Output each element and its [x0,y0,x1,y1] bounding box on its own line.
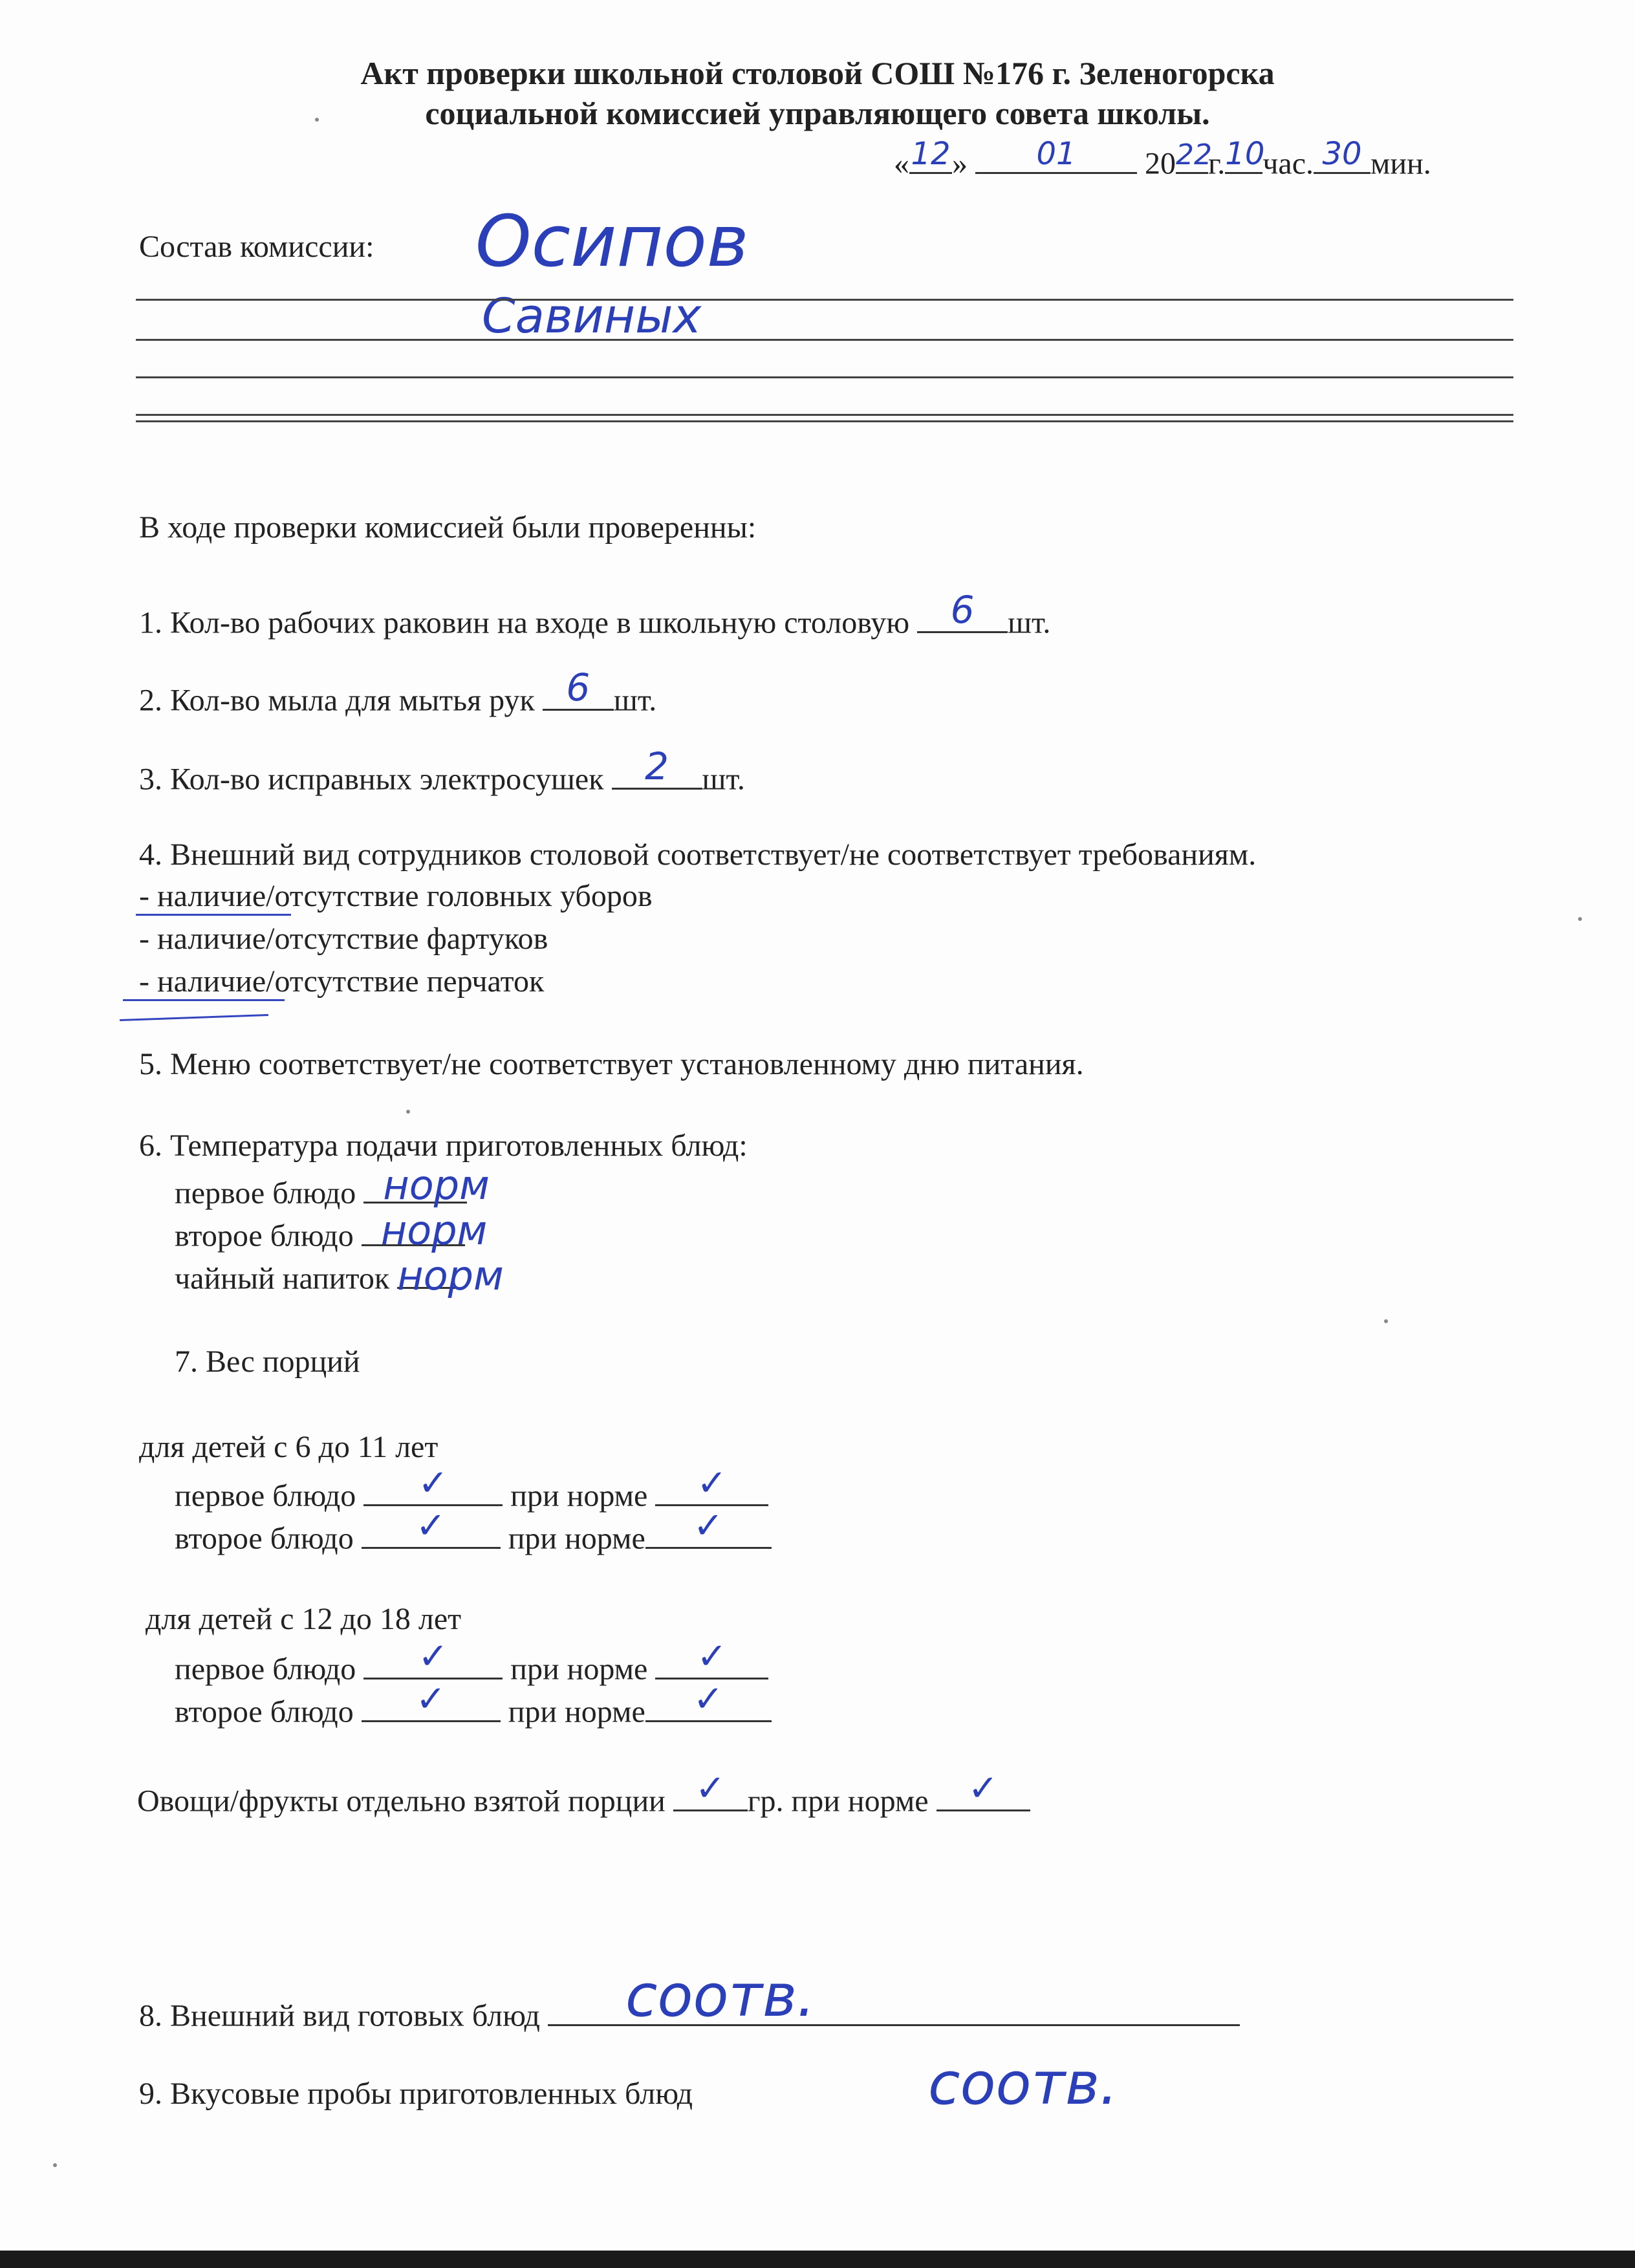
document-title-line2: социальной комиссией управляющего совета школы. [425,95,1210,131]
item6-first-label: первое блюдо [175,1176,356,1211]
item7-group2-second-norm-value: ✓ [693,1678,724,1720]
item7-group2-label: для детей с 12 до 18 лет [146,1602,462,1636]
item6-first-row [175,1161,490,1211]
item3-label: 3. Кол-во исправных электросушек [139,762,604,797]
item9-label: 9. Вкусовые пробы приготовленных блюд [139,2077,693,2111]
item6-tea-field [397,1251,504,1299]
item6-first-value: норм [383,1161,490,1209]
date-day-value: 12 [911,135,951,172]
scan-speck [1578,917,1582,921]
item8-label: 8. Внешний вид готовых блюд [139,1998,540,2033]
scan-speck [406,1110,410,1114]
veg-row [137,1767,1030,1819]
item7-group1-second-row [175,1504,772,1556]
item7-group1-second-norm-field [645,1504,772,1549]
scan-speck [53,2163,57,2167]
item7-group2-second-value: ✓ [415,1678,446,1720]
item7-group2-first-row [175,1635,768,1687]
item4-underline-gloves [123,999,285,1001]
item7-group1-second-label: второе блюдо [175,1521,354,1556]
item7-group1-second-field [362,1504,501,1549]
item2-field [543,665,614,711]
date-minute-field [1314,135,1370,174]
veg-value: ✓ [695,1767,726,1809]
item6-tea-value: норм [397,1251,504,1299]
item6-label: 6. Температура подачи приготовленных блюд: [139,1129,748,1163]
item7-group1-first-label: первое блюдо [175,1478,356,1513]
item7-group2-second-row [175,1678,772,1729]
commission-member-1: Осипов [475,200,749,283]
commission-member-2: Савиных [482,288,702,344]
item6-first-field [363,1161,490,1209]
veg-norm-value: ✓ [968,1767,999,1809]
item4-line-aprons: - наличие/отсутствие фартуков [139,922,548,956]
commission-label: Состав комиссии: [139,230,374,264]
commission-line-3 [136,376,1513,378]
item1-value: 6 [950,587,975,632]
item7-group1-first-field [363,1462,503,1506]
item7-group2-second-label: второе блюдо [175,1694,354,1729]
item7-group2-first-label: первое блюдо [175,1652,356,1687]
item6-second-value: норм [380,1206,488,1254]
item5-label: 5. Меню соответствует/не соответствует установленному дню питания. [139,1047,1084,1081]
item2-row [139,665,657,718]
item7-label: 7. Вес порций [175,1345,360,1379]
date-hour-value: 10 [1225,135,1265,172]
item4-label: 4. Внешний вид сотрудников столовой соответствует/не соответствует требованиям. [139,837,1257,872]
date-close-quote: » [952,146,968,181]
item8-row [139,1961,1240,2033]
item3-field [612,744,702,790]
item7-group1-first-norm-field [655,1462,768,1506]
item6-second-field [362,1206,488,1254]
item3-value: 2 [645,744,669,788]
date-hour-label: час. [1262,146,1314,181]
commission-line-2 [136,339,1513,341]
item3-row [139,744,745,797]
item6-tea-row [175,1251,504,1299]
intro-text: В ходе проверки комиссией были проверенны: [139,510,757,545]
date-day-field [909,135,952,174]
item9-value: соотв. [928,2050,1118,2118]
item1-row [139,587,1051,640]
commission-line-5 [136,420,1513,422]
date-year-label: г. [1208,146,1226,181]
scan-bottom-edge [0,2251,1635,2268]
document-title-line1: Акт проверки школьной столовой СОШ №176 г. Зеленогорска [360,55,1275,91]
veg-label: Овощи/фрукты отдельно взятой порции [137,1784,666,1819]
date-year-prefix: 20 [1145,146,1176,181]
item6-tea-label: чайный напиток [175,1261,390,1296]
item4-line-gloves: - наличие/отсутствие перчаток [139,964,545,999]
item7-group1-second-value: ✓ [415,1504,446,1547]
item8-value: соотв. [625,1961,816,2030]
item4-underline-headwear [136,914,291,916]
item2-label: 2. Кол-во мыла для мытья рук [139,683,535,718]
item1-field [917,587,1008,633]
veg-unit: гр. при норме [747,1784,929,1819]
date-year-value: 22 [1176,138,1212,171]
item1-unit: шт. [1008,605,1051,640]
scan-speck [1384,1319,1388,1323]
item6-second-label: второе блюдо [175,1218,354,1253]
date-hour-field [1225,135,1265,174]
item2-unit: шт. [613,683,657,718]
item7-group2-second-norm-field [645,1678,772,1722]
item7-group2-first-norm-value: ✓ [697,1635,728,1678]
item7-group2-second-norm-label: при норме [508,1694,645,1729]
item4-underline-gloves-2 [120,1014,268,1021]
item7-group1-first-norm-value: ✓ [697,1462,728,1504]
item7-group2-first-norm-label: при норме [510,1652,648,1687]
item8-field [548,1961,1240,2030]
item7-group2-first-value: ✓ [418,1635,449,1678]
item3-unit: шт. [702,762,745,797]
item7-group1-label: для детей с 6 до 11 лет [139,1430,439,1464]
item7-group2-first-norm-field [655,1635,768,1679]
item7-group1-second-norm-label: при норме [508,1521,645,1556]
date-open-quote: « [894,146,909,181]
commission-line-4 [136,414,1513,416]
item7-group1-first-norm-label: при норме [510,1478,648,1513]
item7-group2-first-field [363,1635,503,1679]
item7-group1-first-row [175,1462,768,1513]
item7-group1-first-value: ✓ [418,1462,449,1504]
item7-group2-second-field [362,1678,501,1722]
date-month-value: 01 [1036,135,1076,172]
veg-field [673,1767,748,1811]
veg-norm-field [937,1767,1030,1811]
scan-speck [315,118,319,122]
commission-line-1 [136,299,1513,301]
date-line [894,135,1431,181]
date-minute-label: мин. [1370,146,1431,181]
item2-value: 6 [566,665,590,709]
item6-second-row [175,1206,488,1254]
item1-label: 1. Кол-во рабочих раковин на входе в школьную столовую [139,605,910,640]
date-minute-value: 30 [1322,135,1362,172]
date-year-field [1176,138,1212,174]
date-month-field [975,135,1137,174]
item7-group1-second-norm-value: ✓ [693,1504,724,1547]
item4-line-headwear: - наличие/отсутствие головных уборов [139,879,653,913]
